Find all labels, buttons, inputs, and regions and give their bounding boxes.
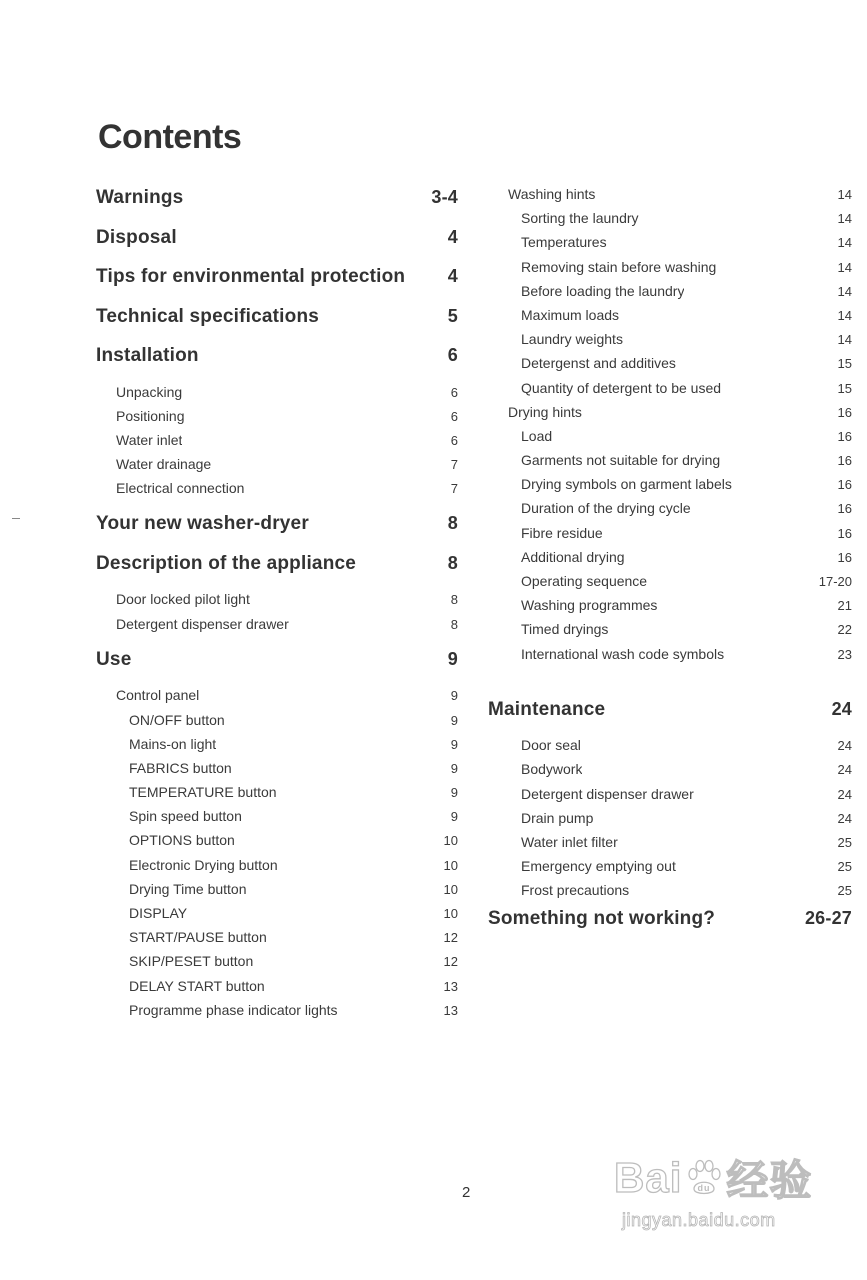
toc-entry-label: Water inlet [116,431,183,448]
toc-section-heading [96,548,458,588]
toc-entry-label: Your new washer-dryer [96,513,309,535]
toc-section-heading [488,694,852,734]
toc-entry-label: Use [96,648,132,670]
toc-left-column [96,182,458,1022]
toc-entry-label: Drain pump [521,809,594,826]
toc-entry-label: Detergent dispenser drawer [116,615,289,632]
toc-entry-label: Removing stain before washing [521,258,717,275]
toc-entry-page: 6 [450,384,458,400]
toc-entry-label: Technical specifications [96,305,320,327]
toc-entry-page: 15 [837,356,852,372]
toc-entry [488,593,852,617]
toc-entry [96,901,458,925]
svg-text:du: du [697,1183,711,1193]
watermark-url: jingyan.baidu.com [622,1210,776,1230]
toc-entry-label: Drying hints [508,403,582,420]
toc-entry-page: 16 [837,477,852,493]
toc-entry [488,424,852,448]
toc-entry-label: Frost precautions [521,882,630,899]
toc-entry [96,756,458,780]
toc-entry-page: 16 [837,549,852,565]
toc-entry-label: Maintenance [488,698,606,720]
toc-entry-label: Unpacking [116,383,183,400]
toc-entry-label: Temperatures [521,234,607,251]
toc-section-heading [488,903,852,943]
toc-entry [488,255,852,279]
toc-entry-page: 6 [450,432,458,448]
toc-entry-page: 24 [837,738,852,754]
toc-entry [488,878,852,902]
toc-entry-label: START/PAUSE button [129,929,267,946]
toc-entry-label: Additional drying [521,548,625,565]
toc-entry [488,230,852,254]
toc-entry [96,708,458,732]
toc-entry-page: 8 [447,552,458,573]
toc-entry [488,521,852,545]
toc-entry-label: Drying symbols on garment labels [521,476,732,493]
toc-entry [96,853,458,877]
toc-entry [96,877,458,901]
toc-entry-label: Installation [96,345,199,366]
toc-entry-label: Washing hints [508,186,596,202]
toc-section-heading [96,261,458,301]
toc-entry [488,757,852,781]
toc-entry-page: 12 [443,930,458,946]
toc-entry-page: 6 [447,345,458,365]
toc-entry [96,925,458,949]
toc-entry-page: 9 [450,688,458,704]
toc-entry-page: 4 [447,226,458,247]
toc-entry [488,830,852,854]
toc-entry [96,428,458,452]
toc-entry-label: Washing programmes [521,597,658,614]
toc-entry-label: Programme phase indicator lights [129,1001,338,1018]
toc-entry-page: 23 [837,646,852,662]
toc-entry-label: Duration of the drying cycle [521,500,691,517]
toc-entry-page: 24 [837,786,852,802]
toc-entry-label: Load [521,427,553,444]
toc-entry-label: Water drainage [116,456,212,473]
toc-entry [488,733,852,757]
toc-entry-page: 16 [837,404,852,420]
toc-entry [488,376,852,400]
toc-entry-label: Bodywork [521,761,583,778]
toc-entry [96,780,458,804]
toc-entry [488,617,852,641]
toc-entry [488,545,852,569]
toc-entry-label: Disposal [96,226,177,248]
page-number: 2 [462,1184,471,1201]
toc-entry-page: 15 [837,380,852,396]
toc-entry-label: Drying Time button [129,880,247,897]
toc-entry [488,182,852,206]
toc-entry-label: Description of the appliance [96,552,357,574]
toc-entry-page: 8 [447,513,458,534]
toc-entry [96,828,458,852]
toc-entry-page: 4 [447,266,458,286]
toc-entry-label: Fibre residue [521,524,603,541]
toc-entry-page: 25 [837,859,852,875]
toc-entry-page: 14 [837,307,852,323]
toc-entry-page: 26-27 [804,907,852,928]
toc-entry [488,806,852,830]
toc-entry [96,732,458,756]
toc-entry [488,496,852,520]
toc-entry-page: 7 [450,481,458,497]
toc-entry [488,400,852,424]
toc-entry [96,587,458,611]
toc-entry-label: Detergenst and additives [521,355,676,372]
toc-entry [488,206,852,230]
toc-entry-label: Before loading the laundry [521,282,685,299]
toc-entry-page: 14 [837,187,852,202]
toc-entry-page: 25 [837,835,852,850]
toc-section-heading [96,508,458,548]
toc-entry [488,279,852,303]
toc-entry-page: 14 [837,211,852,227]
watermark [614,1148,854,1248]
toc-entry-page: 10 [443,833,458,849]
toc-entry-page: 14 [837,235,852,251]
toc-entry-label: Sorting the laundry [521,210,639,227]
toc-entry-label: Control panel [116,687,200,704]
edge-mark [12,518,20,519]
toc-entry-label: Garments not suitable for drying [521,452,721,469]
toc-entry-page: 8 [450,616,458,632]
toc-entry-page: 9 [450,785,458,801]
toc-entry-page: 16 [837,525,852,541]
toc-entry-page: 14 [837,283,852,299]
toc-entry-label: FABRICS button [129,759,232,776]
toc-entry-label: Warnings [96,187,184,208]
toc-section-heading [96,301,458,341]
toc-entry-page: 9 [450,712,458,728]
toc-entry-page: 8 [450,592,458,608]
toc-section-heading [96,644,458,684]
toc-entry-page: 16 [837,501,852,517]
toc-entry-page: 9 [447,648,458,669]
toc-entry [96,974,458,998]
toc-entry-page: 13 [443,978,458,994]
toc-entry-label: Something not working? [488,907,716,929]
toc-entry-label: SKIP/PESET button [129,953,254,970]
toc-entry [488,642,852,666]
toc-entry-page: 13 [443,1002,458,1018]
toc-entry-label: Timed dryings [521,621,609,638]
toc-entry [488,327,852,351]
toc-entry-page: 12 [443,954,458,970]
watermark-logo: Bai du 经验 [614,1154,813,1204]
toc-entry [96,683,458,707]
toc-entry-label: International wash code symbols [521,645,725,662]
toc-entry [96,998,458,1022]
toc-entry-page: 9 [450,760,458,776]
toc-right-column [488,182,852,942]
toc-entry-label: Door locked pilot light [116,591,250,608]
toc-section-heading [96,222,458,262]
toc-entry-page: 24 [837,810,852,826]
toc-entry-page: 25 [837,883,852,899]
toc-entry-label: Emergency emptying out [521,858,676,875]
toc-entry-label: Operating sequence [521,573,648,589]
toc-entry-label: Door seal [521,737,581,754]
toc-entry [488,448,852,472]
toc-entry [96,380,458,404]
toc-entry [488,854,852,878]
toc-section-heading [96,340,458,380]
toc-entry-page: 6 [450,408,458,424]
toc-entry [96,612,458,636]
toc-entry-page: 16 [837,453,852,469]
toc-entry-page: 14 [837,259,852,275]
toc-entry-page: 14 [837,332,852,348]
toc-entry [488,569,852,593]
toc-entry [96,949,458,973]
toc-entry-page: 9 [450,809,458,825]
toc-entry-label: Spin speed button [129,808,242,825]
toc-entry-page: 9 [450,736,458,752]
page-title: Contents [98,118,242,156]
toc-entry-page: 17-20 [818,574,852,589]
toc-entry [488,351,852,375]
spacer [96,636,458,644]
toc-entry-label: ON/OFF button [129,711,225,728]
toc-entry-page: 10 [443,906,458,921]
toc-entry-label: Laundry weights [521,331,623,348]
toc-entry-page: 24 [837,762,852,778]
paw-icon [684,1158,724,1198]
toc-entry [96,404,458,428]
toc-entry [488,303,852,327]
toc-entry-label: Water inlet filter [521,834,618,850]
toc-entry-page: 7 [450,457,458,473]
toc-entry-label: Positioning [116,407,185,424]
toc-entry-label: Detergent dispenser drawer [521,785,694,802]
toc-entry-label: DISPLAY [129,905,188,921]
toc-entry-label: Electrical connection [116,480,245,497]
toc-entry-page: 3-4 [431,187,458,207]
toc-entry [96,452,458,476]
toc-entry-label: Electronic Drying button [129,856,278,873]
toc-entry-page: 10 [443,857,458,873]
toc-entry-label: TEMPERATURE button [129,784,277,801]
toc-entry-page: 16 [837,428,852,444]
toc-entry-page: 21 [837,598,852,614]
toc-entry [96,476,458,500]
toc-entry-page: 24 [831,698,852,719]
toc-entry [488,782,852,806]
toc-entry [96,804,458,828]
toc-entry-label: Mains-on light [129,735,217,752]
toc-entry-label: Tips for environmental protection [96,266,406,287]
toc-section-heading [96,182,458,222]
toc-entry-page: 5 [447,305,458,326]
toc-entry-label: Quantity of detergent to be used [521,379,722,396]
spacer [488,666,852,694]
toc-entry-page: 22 [837,622,852,638]
toc-entry [488,472,852,496]
toc-entry-label: Maximum loads [521,306,620,323]
toc-entry-label: OPTIONS button [129,832,235,849]
spacer [96,500,458,508]
toc-entry-label: DELAY START button [129,977,265,994]
toc-entry-page: 10 [443,881,458,897]
